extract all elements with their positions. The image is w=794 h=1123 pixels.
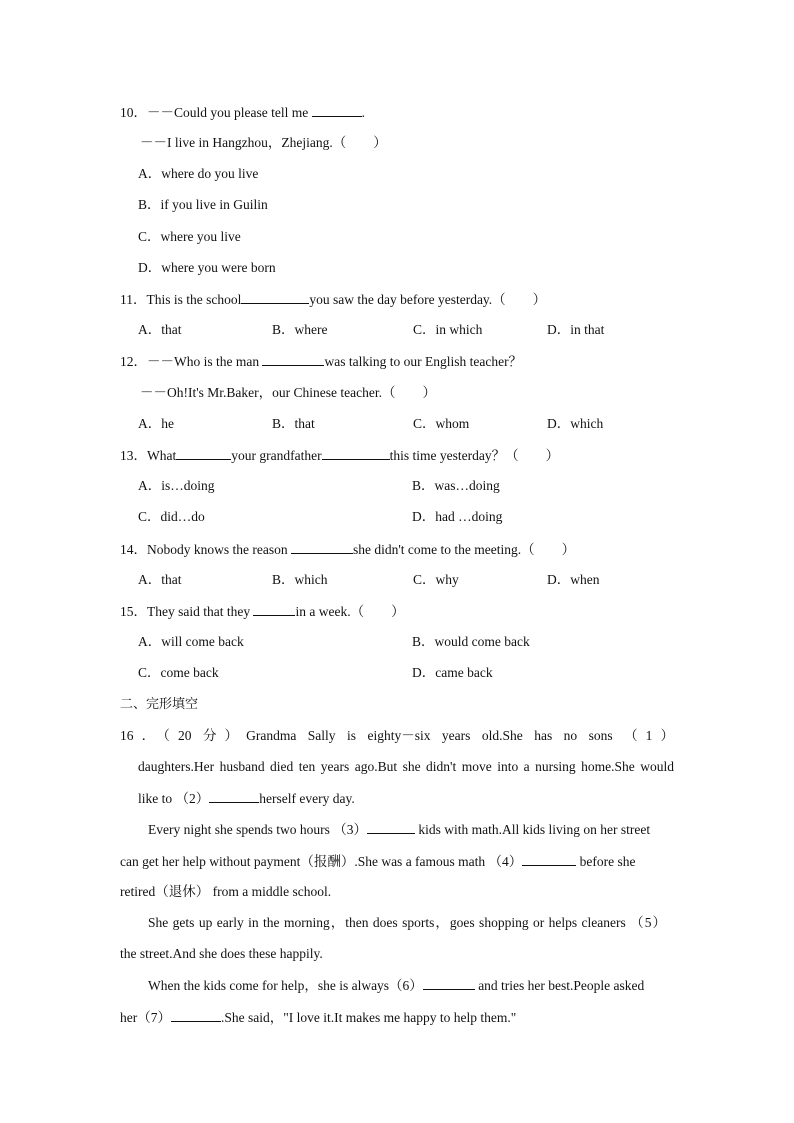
q14-option-b[interactable]: B．which (272, 572, 328, 587)
q15-stem: 15．They said that they in a week.（ ） (120, 601, 405, 622)
q12-option-d[interactable]: D．which (547, 416, 604, 431)
q16-line-2: daughters.Her husband died ten years ago.But she didn't move into a nursing home.She would (138, 759, 674, 774)
q14-option-c[interactable]: C．why (413, 572, 459, 587)
q10-stem: 10．－－Could you please tell me . (120, 102, 365, 123)
answer-blank[interactable] (312, 102, 362, 117)
q16-p2-line-1: Every night she spends two hours （3） kids with math.All kids living on her street (148, 819, 674, 840)
q12-response: －－Oh!It's Mr.Baker，our Chinese teacher.（ ） (140, 385, 436, 400)
q12-stem: 12．－－Who is the man was talking to our English teacher？ (120, 351, 522, 372)
q15-option-b[interactable]: B．would come back (412, 634, 530, 649)
answer-blank[interactable] (176, 445, 231, 460)
q13-option-c[interactable]: C．did…do (138, 509, 205, 524)
cloze-blank-7[interactable] (171, 1007, 221, 1022)
q12-option-c[interactable]: C．whom (413, 416, 470, 431)
answer-blank[interactable] (291, 539, 353, 554)
q16-line-1: 16．（20 分）Grandma Sally is eighty－six years old.She has no sons （1） (120, 728, 674, 743)
cloze-blank-6[interactable] (423, 975, 475, 990)
q11-option-b[interactable]: B．where (272, 322, 328, 337)
q10-option-a[interactable]: A．where do you live (138, 166, 259, 181)
q10-option-d[interactable]: D．where you were born (138, 260, 276, 275)
q16-p4-line-2: her（7） .She said，"I love it.It makes me happy to help them." (120, 1007, 516, 1028)
q15-option-c[interactable]: C．come back (138, 665, 219, 680)
q14-option-a[interactable]: A．that (138, 572, 182, 587)
q13-option-a[interactable]: A．is…doing (138, 478, 215, 493)
q16-line-3: like to （2） herself every day. (138, 788, 355, 809)
q16-p3-line-2: the street.And she does these happily. (120, 946, 323, 961)
q11-option-c[interactable]: C．in which (413, 322, 483, 337)
q12-option-a[interactable]: A．he (138, 416, 174, 431)
q11-option-d[interactable]: D．in that (547, 322, 605, 337)
q11-stem: 11．This is the school you saw the day before yesterday.（ ） (120, 289, 546, 310)
q16-p2-line-2: can get her help without payment（报酬）.She was a famous math （4） before she (120, 851, 674, 872)
q16-p2-line-3: retired（退休） from a middle school. (120, 884, 332, 899)
q10-option-b[interactable]: B．if you live in Guilin (138, 197, 268, 212)
q11-option-a[interactable]: A．that (138, 322, 182, 337)
answer-blank[interactable] (262, 351, 324, 366)
cloze-blank-4[interactable] (522, 851, 576, 866)
answer-blank[interactable] (322, 445, 390, 460)
section-heading: 二、完形填空 (120, 697, 199, 712)
q16-p3-line-1: She gets up early in the morning，then does sports，goes shopping or helps cleaners （5） (148, 915, 666, 930)
q14-stem: 14．Nobody knows the reason she didn't come to the meeting.（ ） (120, 539, 575, 560)
answer-blank[interactable] (253, 601, 295, 616)
cloze-blank-3[interactable] (367, 819, 415, 834)
q14-option-d[interactable]: D．when (547, 572, 600, 587)
q15-option-a[interactable]: A．will come back (138, 634, 244, 649)
q15-option-d[interactable]: D．came back (412, 665, 493, 680)
q16-p4-line-1: When the kids come for help，she is always（6） and tries her best.People asked (148, 975, 674, 996)
q10-response: －－I live in Hangzhou，Zhejiang.（ ） (140, 135, 387, 150)
q12-option-b[interactable]: B．that (272, 416, 315, 431)
q13-option-d[interactable]: D．had …doing (412, 509, 503, 524)
q13-option-b[interactable]: B．was…doing (412, 478, 500, 493)
q10-option-c[interactable]: C．where you live (138, 229, 241, 244)
answer-blank[interactable] (241, 289, 309, 304)
q13-stem: 13．What your grandfather this time yesterday？（ ） (120, 445, 559, 466)
cloze-blank-2[interactable] (209, 788, 259, 803)
